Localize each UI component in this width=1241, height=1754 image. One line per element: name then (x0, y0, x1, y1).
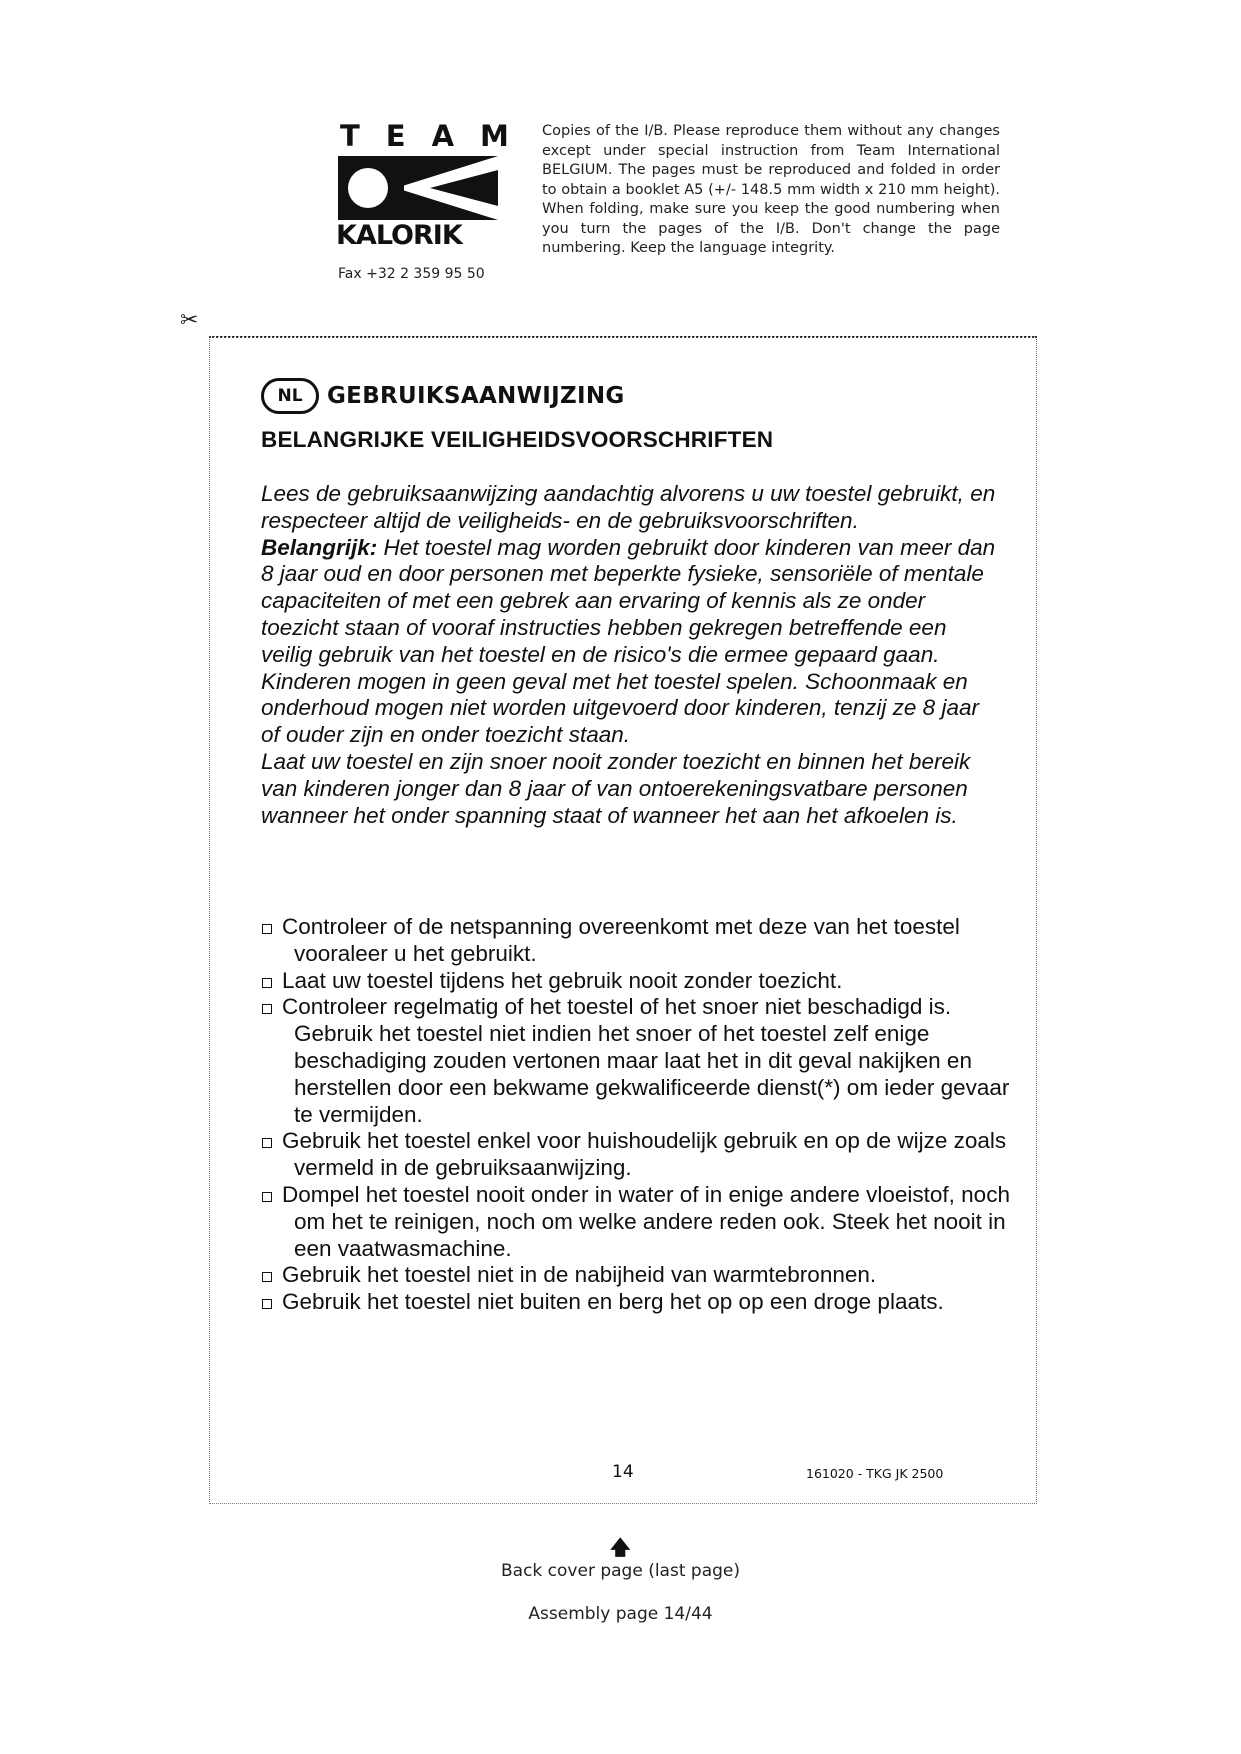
manual-title: GEBRUIKSAANWIJZING (327, 383, 625, 409)
language-heading (261, 378, 625, 414)
checkbox-bullet-icon (262, 1138, 272, 1148)
fax-number: Fax +32 2 359 95 50 (338, 266, 485, 282)
back-cover-note: Back cover page (last page) (501, 1561, 740, 1581)
scissors-icon: ✂ (180, 307, 199, 332)
print-instructions: Copies of the I/B. Please reproduce them without any changes except under special instruction from Team International BELGIUM. The pages must be reproduced and folded in order to obtain a booklet A5 (+/- 148.5 mm width x 210 mm height). When folding, make sure you keep the good numbering when you turn the pages of the I/B. Don't change the page numbering. Keep the language integrity. (542, 123, 1000, 256)
intro-paragraph-1: Lees de gebruiksaanwijzing aandachtig alvorens u uw toestel gebruikt, en respecteer altijd de veiligheids- en de gebruiksvoorschriften. (261, 481, 996, 533)
list-item: Laat uw toestel tijdens het gebruik nooit zonder toezicht. (259, 968, 1019, 995)
safety-rules-list (259, 914, 1019, 1316)
list-item: Controleer regelmatig of het toestel of het snoer niet beschadigd is. Gebruik het toestel niet indien het snoer of het toestel zelf enige beschadiging zouden vertonen maar laat het in dit geval nakijken en herstellen door een bekwame gekwalificeerde dienst(*) om ieder gevaar te vermijden. (259, 994, 1019, 1128)
list-item: Gebruik het toestel niet in de nabijheid van warmtebronnen. (259, 1262, 1019, 1289)
list-item: Controleer of de netspanning overeenkomt met deze van het toestel vooraleer u het gebruikt. (259, 914, 1019, 968)
logo-team-text: TEAM (340, 119, 535, 153)
logo-brand-text: KALORIK (336, 220, 462, 251)
safety-intro (261, 481, 1001, 829)
document-code: 161020 - TKG JK 2500 (806, 1466, 944, 1481)
intro-paragraph-2: Het toestel mag worden gebruikt door kinderen van meer dan 8 jaar oud en door personen met beperkte fysieke, sensoriële of mentale capaciteiten of met een gebrek aan ervaring of kennis als ze onder toezicht staan of vooraf instructies hebben gekregen betreffende een veilig gebruik van het toestel en de risico's die ermee gepaard gaan. Kinderen mogen in geen geval met het toestel spelen. Schoonmaak en onderhoud mogen niet worden uitgevoerd door kinderen, tenzij ze 8 jaar of ouder zijn en onder toezicht staan. (261, 534, 996, 748)
checkbox-bullet-icon (262, 1192, 272, 1202)
intro-paragraph-3: Laat uw toestel en zijn snoer nooit zonder toezicht en binnen het bereik van kinderen jonger dan 8 jaar of van ontoerekeningsvatbare personen wanneer het onder spanning staat of wanneer het aan het afkoelen is. (261, 748, 971, 828)
checkbox-bullet-icon (262, 1272, 272, 1282)
checkbox-bullet-icon (262, 924, 272, 934)
language-badge: NL (261, 378, 319, 414)
important-label: Belangrijk: (261, 534, 378, 560)
up-arrow-icon: 🡅 (610, 1537, 631, 1559)
page-number: 14 (612, 1462, 634, 1482)
team-kalorik-logo (336, 119, 535, 251)
checkbox-bullet-icon (262, 1004, 272, 1014)
checkbox-bullet-icon (262, 1299, 272, 1309)
assembly-page-note: Assembly page 14/44 (528, 1604, 713, 1624)
kalorik-k-icon (338, 156, 498, 220)
list-item: Gebruik het toestel niet buiten en berg het op op een droge plaats. (259, 1289, 1019, 1316)
checkbox-bullet-icon (262, 978, 272, 988)
list-item: Dompel het toestel nooit onder in water of in enige andere vloeistof, noch om het te reinigen, noch om welke andere reden ook. Steek het nooit in een vaatwasmachine. (259, 1182, 1019, 1262)
safety-heading: BELANGRIJKE VEILIGHEIDSVOORSCHRIFTEN (261, 427, 774, 452)
list-item: Gebruik het toestel enkel voor huishoudelijk gebruik en op de wijze zoals vermeld in de gebruiksaanwijzing. (259, 1128, 1019, 1182)
